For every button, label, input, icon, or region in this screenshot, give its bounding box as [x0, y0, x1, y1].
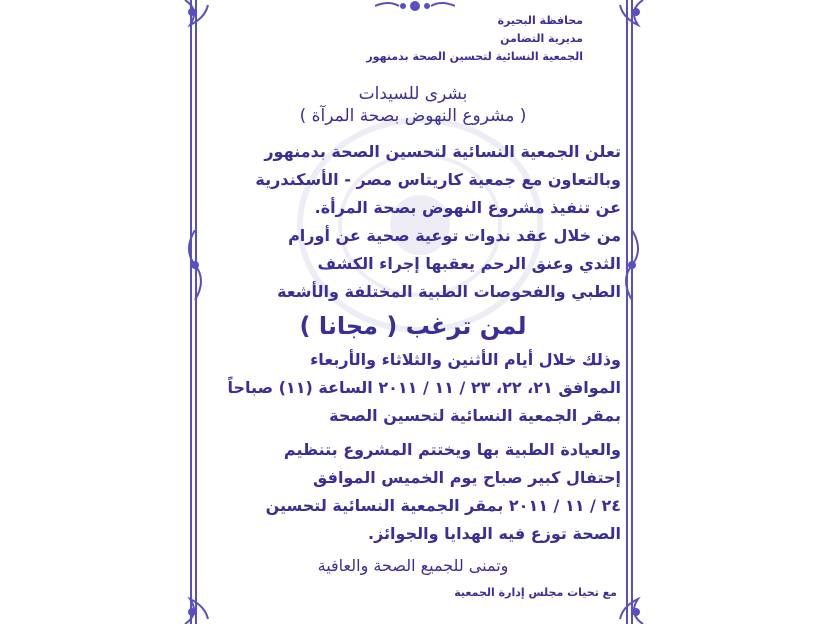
body-line: من خلال عقد ندوات توعية صحية عن أورام — [288, 226, 621, 245]
side-ornament-icon — [183, 230, 207, 300]
left-border-ornament — [190, 0, 200, 624]
body-line: إحتفال كبير صباح يوم الخميس الموافق — [313, 468, 621, 487]
corner-ornament-icon — [180, 0, 210, 30]
body-line: الموافق ٢١، ٢٢، ٢٣ / ١١ / ٢٠١١ الساعة (١١) صباحاً — [227, 378, 621, 397]
body-line: بمقر الجمعية النسائية لتحسين الصحة — [329, 406, 621, 425]
org-line-governorate: محافظة البحيرة — [497, 14, 583, 27]
body-line: الصحة توزع فيه الهدايا والجوائز. — [368, 524, 621, 543]
top-ornament-icon — [375, 0, 455, 14]
signature-line: مع تحيات مجلس إدارة الجمعية — [454, 586, 617, 599]
body-line: والعيادة الطبية بها ويختتم المشروع بتنظيم — [283, 440, 621, 459]
org-line-association: الجمعية النسائية لتحسين الصحة بدمنهور — [366, 50, 583, 63]
right-border-ornament — [626, 0, 636, 624]
side-ornament-icon — [620, 230, 644, 300]
flyer-subtitle: ( مشروع النهوض بصحة المرآة ) — [299, 106, 527, 126]
body-line: عن تنفيذ مشروع النهوض بصحة المرأة. — [314, 198, 621, 217]
corner-ornament-icon — [618, 0, 648, 30]
corner-ornament-icon — [180, 594, 210, 624]
body-line: تعلن الجمعية النسائية لتحسين الصحة بدمنهور — [264, 142, 621, 161]
body-line: ٢٤ / ١١ / ٢٠١١ بمقر الجمعية النسائية لتحسين — [265, 496, 621, 515]
org-line-directorate: مديرية التضامن — [500, 32, 583, 45]
corner-ornament-icon — [618, 594, 648, 624]
body-line: الطبي والفحوصات الطبية المختلفة والأشعة — [277, 282, 621, 301]
free-offer-headline: لمن ترغب ( مجانا ) — [299, 312, 527, 340]
body-line: وبالتعاون مع جمعية كاريتاس مصر - الأسكندرية — [255, 170, 621, 189]
body-line: وذلك خلال أيام الأثنين والثلاثاء والأربعاء — [310, 350, 621, 369]
closing-wish: وتمنى للجميع الصحة والعافية — [317, 556, 509, 575]
flyer-title: بشرى للسيدات — [358, 84, 468, 104]
body-line: الثدي وعنق الرحم يعقبها إجراء الكشف — [317, 254, 621, 273]
